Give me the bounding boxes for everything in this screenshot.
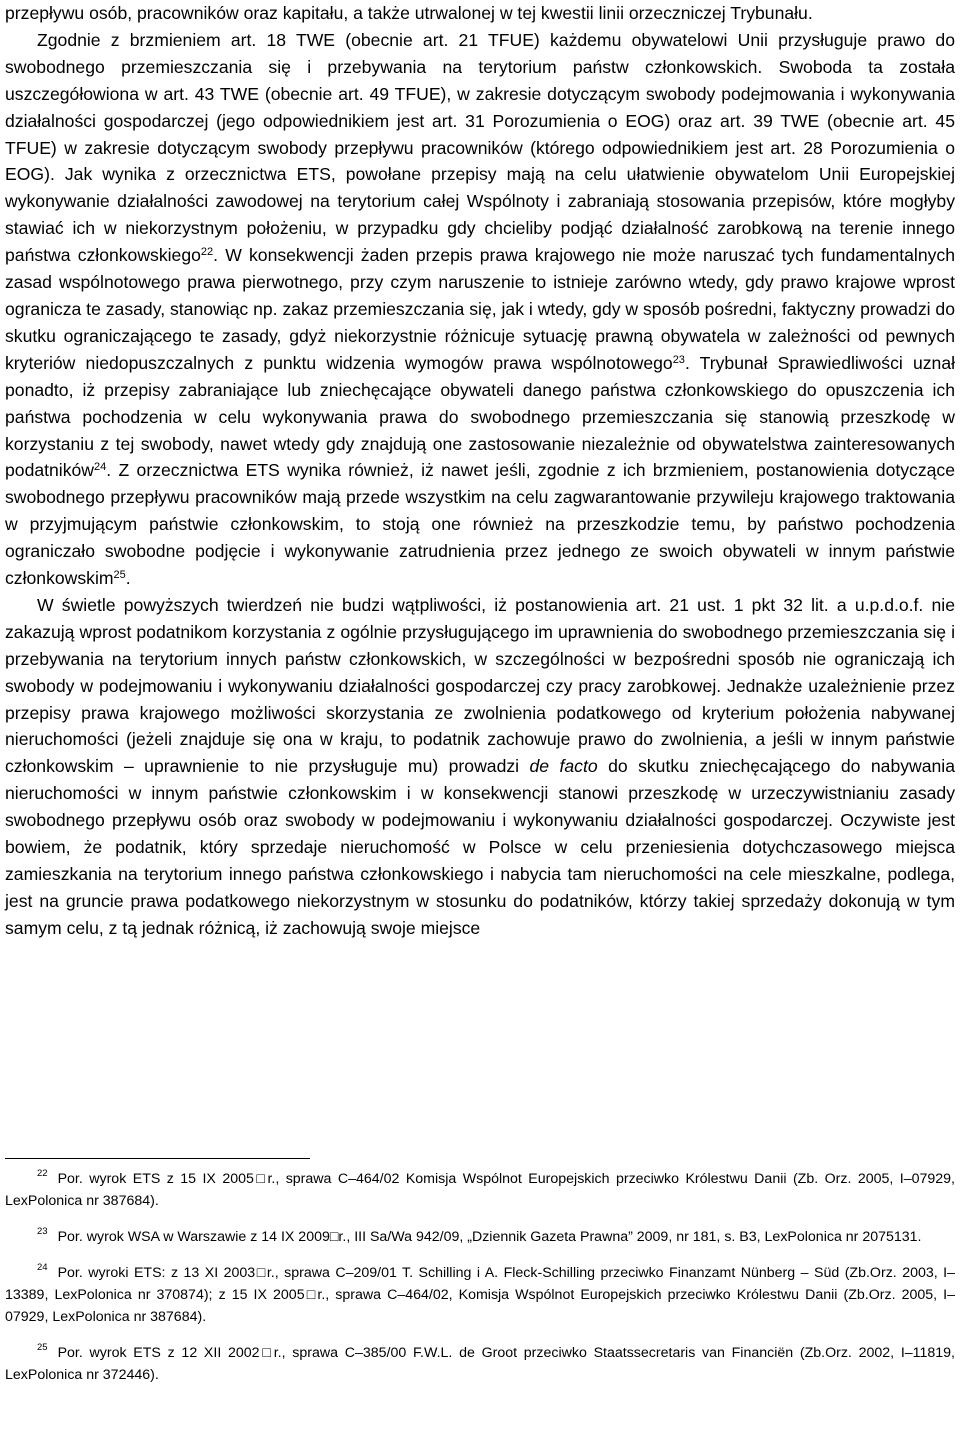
footnote-number: 24 [37,1262,48,1273]
footnote-number: 22 [37,1168,48,1179]
footnote-ref-22[interactable]: 22 [200,246,214,259]
footnote-24 [5,1262,955,1328]
footnote-ref-25[interactable]: 25 [113,569,126,582]
paragraph-3-text-2: do skutku zniechęcającego do nabywania nieruchomości w innym państwie członkowskim i w konsekwencji stanowi przeszkodę w urzeczywistnianiu zasady swobodnego przepływu osób oraz swobody w podejmowaniu i wykonywaniu działalności gospodarczej. Oczywiste jest bowiem, że podatnik, który sprzedaje nieruchomość w Polsce w celu przeniesienia dotychczasowego miejsca zamieszkania na terytorium innego państwa członkowskiego i nabycia tam nieruchomości na cele mieszkalne, podlega, jest na gruncie prawa podatkowego niekorzystnym w stosunku do podatników, którzy takiej sprzedaży dokonują w tym samym celu, z tą jednak różnicą, iż zachowują swoje miejsce [5,756,955,938]
paragraph-3-italic: de facto [529,756,598,777]
footnote-23 [5,1226,955,1248]
footnote-separator [5,1158,310,1159]
footnote-22 [5,1168,955,1212]
paragraph-2-text-1: Zgodnie z brzmieniem art. 18 TWE (obecnie art. 21 TFUE) każdemu obywatelowi Unii przysługuje prawo do swobodnego przemieszczania się i przebywania na terytorium państw członkowskich. Swoboda ta została uszczegółowiona w art. 43 TWE (obecnie art. 49 TFUE), w zakresie dotyczącym swobody podejmowania i wykonywania działalności gospodarczej (jego odpowiednikiem jest art. 31 Porozumienia o EOG) oraz art. 39 TWE (obecnie art. 45 TFUE) w zakresie dotyczącym swobody przepływu pracowników (którego odpowiednikiem jest art. 28 Porozumienia o EOG). Jak wynika z orzecznictwa ETS, powołane przepisy mają na celu ułatwienie obywatelom Unii Europejskiej wykonywanie działalności zawodowej na terytorium całej Wspólnoty i zabraniają stosowania przepisów, które mogłyby stawiać ich w niekorzystnym położeniu, w przypadku gdy chcieliby podjąć działalność zarobkową na terenie innego państwa członkowskiego [5,29,955,266]
footnote-number: 25 [37,1342,48,1353]
footnote-text: Por. wyroki ETS: z 13 XI 2003□r., sprawa C–209/01 T. Schilling i A. Fleck-Schilling przeciwko Finanzamt Nünberg – Süd (Zb.Orz. 2003, I–13389, LexPolonica nr 370874); z 15 IX 2005□r., sprawa C–464/02, Komisja Wspólnot Europejskich przeciwko Królestwu Danii (Zb.Orz. 2005, I–07929, LexPolonica nr 387684). [5,1265,955,1325]
footnote-text: Por. wyrok ETS z 15 IX 2005□r., sprawa C–464/02 Komisja Wspólnot Europejskich przeciwko Królestwu Danii (Zb. Orz. 2005, I–07929, LexPolonica nr 387684). [5,1171,955,1209]
footnote-number: 23 [37,1226,48,1237]
paragraph-2-text-2: . W konsekwencji żaden przepis prawa krajowego nie może naruszać tych fundamentalnych zasad wspólnotowego prawa pierwotnego, przy czym naruszenie to istnieje zarówno wtedy, gdy prawo krajowe wprost ogranicza te zasady, stanowiąc np. zakaz przemieszczania się, jak i wtedy, gdy w sposób pośredni, faktyczny prowadzi do skutku ograniczającego te zasady, gdyż niekorzystnie różnicuje sytuację prawną obywatela w zależności od pewnych kryteriów niedopuszczalnych z punktu widzenia wymogów prawa wspólnotowego [5,245,955,373]
paragraph-2 [5,27,955,592]
footnote-25 [5,1342,955,1386]
paragraph-3-text-1: W świetle powyższych twierdzeń nie budzi wątpliwości, iż postanowienia art. 21 ust. 1 pkt 32 lit. a u.p.d.o.f. nie zakazują wprost podatnikom korzystania z ogólnie przysługującego im uprawnienia do swobodnego przemieszczania się i przebywania na terytorium innych państw członkowskich, w szczególności w bezpośredni sposób nie ograniczają ich swobody w podejmowaniu i wykonywaniu działalności gospodarczej czy pracy zarobkowej. Jednakże uzależnienie przez przepisy prawa krajowego możliwości skorzystania ze zwolnienia podatkowego od kryterium położenia nabywanej nieruchomości (jeżeli znajduje się ona w kraju, to podatnik zachowuje prawo do zwolnienia, a jeśli w innym państwie członkowskim – uprawnienie to nie przysługuje mu) prowadzi [5,594,955,777]
footnotes [5,1168,955,1400]
footnote-ref-24[interactable]: 24 [94,461,107,474]
paragraph-2-text-3: . Trybunał Sprawiedliwości uznał ponadto, iż przepisy zabraniające lub zniechęcające obywateli danego państwa członkowskiego do opuszczenia ich państwa pochodzenia w celu wykonywania prawa do swobodnego przemieszczania się stanowią przeszkodę w korzystaniu z tej swobody, nawet wtedy gdy znajdują one zastosowanie niezależnie od obywatelstwa zainteresowanych podatników [5,352,956,481]
paragraph-2-text-5: . [125,568,131,589]
document-page [5,0,955,942]
footnote-ref-23[interactable]: 23 [672,353,685,366]
paragraph-2-text-4: . Z orzecznictwa ETS wynika również, iż nawet jeśli, zgodnie z ich brzmieniem, postanowienia dotyczące swobodnego przepływu pracowników mają przede wszystkim na celu zagwarantowanie przywileju krajowego traktowania w przyjmującym państwie członkowskim, to stoją one również na przeszkodzie temu, by państwo pochodzenia ograniczało swobodne podjęcie i wykonywanie zatrudnienia przez jednego ze swoich obywateli w innym państwie członkowskim [5,460,955,589]
paragraph-1 [5,0,955,27]
paragraph-1-text: przepływu osób, pracowników oraz kapitału, a także utrwalonej w tej kwestii linii orzeczniczej Trybunału. [5,3,813,23]
footnote-text: Por. wyrok WSA w Warszawie z 14 IX 2009□r., III Sa/Wa 942/09, „Dziennik Gazeta Prawna” 2009, nr 181, s. B3, LexPolonica nr 2075131. [57,1229,922,1245]
paragraph-3 [5,592,955,942]
footnote-text: Por. wyrok ETS z 12 XII 2002□r., sprawa C–385/00 F.W.L. de Groot przeciwko Staatssecretaris van Financiën (Zb.Orz. 2002, I–11819, LexPolonica nr 372446). [5,1345,955,1383]
